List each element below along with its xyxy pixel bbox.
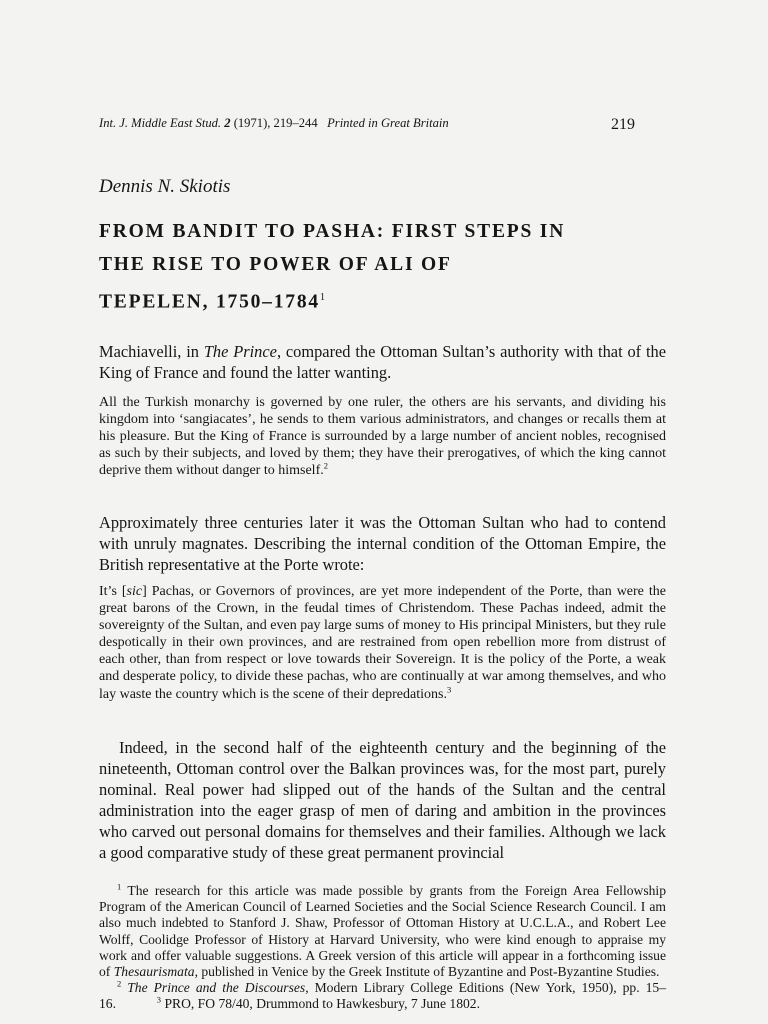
running-header — [99, 116, 449, 131]
footnotes — [99, 883, 666, 1013]
footnote-2-3 — [99, 980, 666, 1012]
journal-name: Int. J. Middle East Stud. — [99, 116, 222, 130]
footnote-mark-1: 1 — [117, 881, 122, 892]
footnote-1 — [99, 883, 666, 980]
quote-text: All the Turkish monarchy is governed by one ruler, the others are his servants, and dividing his kingdom into ‘sangiacates’, he sends to them various administrators, and changes or recalls them at his pleasure. But the King of France is surrounded by a large number of ancient nobles, recognised as such by their subjects, and loved by them; they have their prerogatives, of which the king cannot deprive them without danger to himself. — [99, 395, 666, 479]
article-title — [99, 215, 679, 319]
footnote-text: , Modern Library College Editions (New York, 1950), pp. 15–16. — [99, 980, 666, 1012]
quote-text: ] Pachas, or Governors of provinces, are yet more independent of the Porte, than were the great barons of the Crown, in the feudal times of Christendom. These Pachas indeed, admit the sovereignty of the Sultan, and even pay large sums of money to His principal Ministers, but they rule despotically in their own provinces, and are restrained from open rebellion more from distrust of each other, than from respect or love towards their Sovereign. It is the policy of the Porte, a weak and desperate policy, to divide these pachas, who are continually at war among themselves, and who lay waste the country which is the scene of their depredations. — [99, 584, 666, 702]
book-title-the-prince: The Prince — [203, 342, 277, 361]
footnote-text: The research for this article was made possible by grants from the Foreign Area Fellowship Program of the American Council of Learned Societies and the Social Science Research Council. I am also much indebted to Stanford J. Shaw, Professor of Ottoman History at U.C.L.A., and Robert Lee Wolff, Coolidge Professor of History at Harvard University, who were kind enough to appraise my work and offer valuable suggestions. A Greek version of this article will appear in a forthcoming issue of — [99, 883, 666, 980]
footnote-mark-2: 2 — [117, 978, 122, 989]
title-line-2: THE RISE TO POWER OF ALI OF — [99, 254, 452, 275]
article-author: Dennis N. Skiotis — [99, 176, 231, 197]
block-quote-machiavelli — [99, 394, 666, 479]
sic-note: sic — [126, 584, 143, 599]
paragraph-three-centuries: Approximately three centuries later it was the Ottoman Sultan who had to contend with unruly magnates. Describing the internal condition of the Ottoman Empire, the British representative at the Porte wrote: — [99, 513, 666, 574]
journal-year-pages: (1971), 219–244 — [233, 116, 318, 130]
journal-volume: 2 — [224, 116, 231, 130]
title-footnote-mark: 1 — [319, 292, 325, 303]
journal-thesaurismata: Thesaurismata — [113, 964, 195, 980]
title-line-1: FROM BANDIT TO PASHA: FIRST STEPS IN — [99, 221, 566, 242]
printed-in: Printed in Great Britain — [327, 116, 449, 130]
paragraph-machiavelli — [99, 341, 666, 383]
paragraph-text: Machiavelli, in — [99, 342, 204, 361]
paragraph-text: , compared the Ottoman Sultan’s authority with that of the King of France and found the latter wanting. — [99, 342, 666, 382]
footnote-ref-2: 2 — [323, 460, 328, 471]
book-title-prince-discourses: The Prince and the Discourses — [127, 980, 306, 996]
page-number: 219 — [611, 116, 635, 133]
footnote-text: PRO, FO 78/40, Drummond to Hawkesbury, 7 June 1802. — [164, 996, 480, 1012]
footnote-mark-3: 3 — [156, 994, 162, 1005]
title-line-3-text: TEPELEN, 1750–1784 — [99, 291, 320, 313]
quote-text: It’s [ — [99, 584, 127, 599]
paragraph-indeed: Indeed, in the second half of the eighteenth century and the beginning of the nineteenth, Ottoman control over the Balkan provinces was, for the most part, purely nominal. Real power had slipped out of the hands of the Sultan and the central administration into the eager grasp of men of daring and ambition in the provinces who carved out personal domains for themselves and their families. Although we lack a good comparative study of these great permanent provincial — [99, 738, 666, 862]
footnote-ref-3: 3 — [446, 683, 452, 694]
footnote-text: , published in Venice by the Greek Institute of Byzantine and Post-Byzantine Studies. — [194, 964, 660, 980]
block-quote-drummond — [99, 583, 666, 703]
title-line-3 — [99, 281, 679, 319]
